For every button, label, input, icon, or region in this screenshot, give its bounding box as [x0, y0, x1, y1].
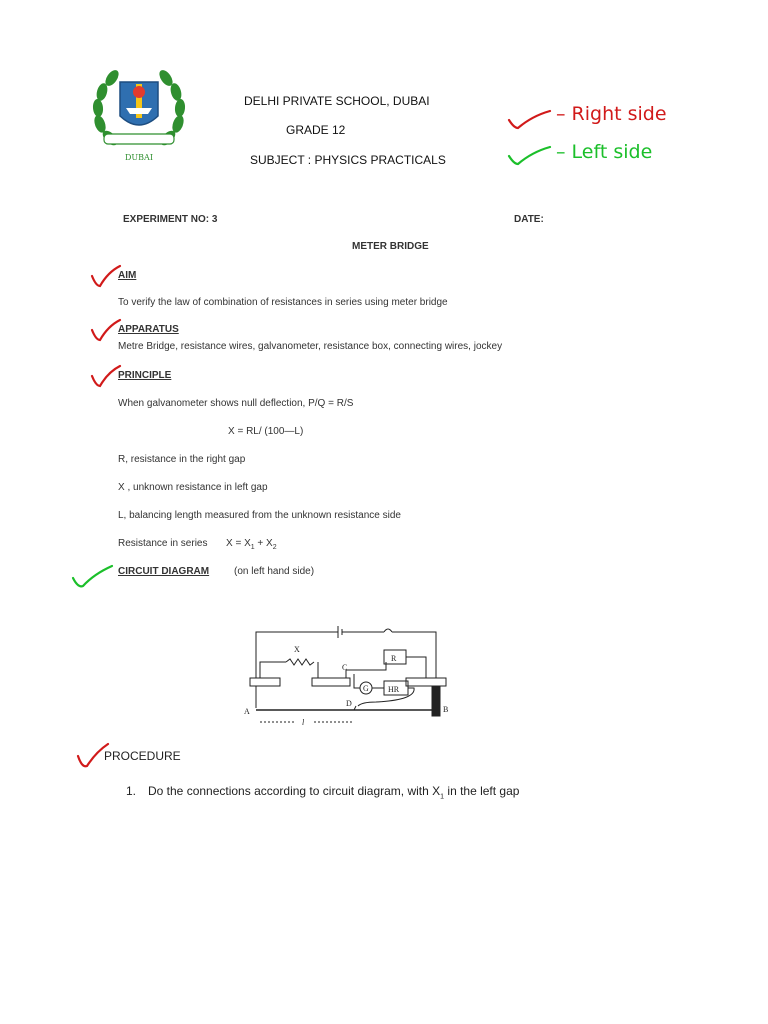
- series-formula: $X = X_1 + X_2$: [226, 538, 277, 551]
- circuit-note: (on left hand side): [234, 566, 315, 577]
- procedure-item-1: Do the connections according to circuit diagram, with $X_1$ in the left gap: [148, 784, 520, 801]
- principle-def-l: L, balancing length measured from the unknown resistance side: [118, 510, 401, 521]
- apparatus-heading: APPARATUS: [118, 324, 179, 335]
- procedure-item-number: 1.: [126, 784, 137, 798]
- logo-caption: DUBAI: [125, 153, 153, 162]
- red-check-icon: [506, 108, 552, 132]
- experiment-number: EXPERIMENT NO: 3: [123, 214, 218, 225]
- legend-right-side: – Right side: [556, 103, 667, 125]
- circuit-label-g: G: [363, 684, 369, 693]
- principle-def-r: R, resistance in the right gap: [118, 454, 246, 465]
- circuit-label-b: B: [443, 705, 449, 714]
- circuit-heading: CIRCUIT DIAGRAM: [118, 566, 210, 577]
- aim-heading: AIM: [118, 270, 137, 281]
- legend-left-side: – Left side: [556, 141, 653, 163]
- circuit-label-r: R: [391, 654, 397, 663]
- subject-label: SUBJECT : PHYSICS PRACTICALS: [250, 153, 446, 167]
- principle-heading: PRINCIPLE: [118, 370, 172, 381]
- circuit-label-d: D: [346, 699, 352, 708]
- grade-label: GRADE 12: [286, 123, 346, 137]
- school-name: DELHI PRIVATE SCHOOL, DUBAI: [244, 94, 430, 108]
- circuit-label-hr: HR: [388, 685, 400, 694]
- procedure-heading: PROCEDURE: [104, 749, 181, 763]
- principle-null-deflection: When galvanometer shows null deflection, P/Q = R/S: [118, 398, 354, 409]
- circuit-label-x: X: [294, 645, 300, 654]
- school-logo: [90, 64, 188, 164]
- circuit-label-a: A: [244, 707, 250, 716]
- aim-text: To verify the law of combination of resistances in series using meter bridge: [118, 297, 448, 308]
- green-check-icon: [506, 144, 552, 168]
- circuit-check-icon: [70, 562, 114, 590]
- circuit-label-c: C: [342, 663, 348, 672]
- series-label: Resistance in series: [118, 538, 208, 549]
- apparatus-text: Metre Bridge, resistance wires, galvanometer, resistance box, connecting wires, jockey: [118, 341, 503, 352]
- principle-def-x: X , unknown resistance in left gap: [118, 482, 268, 493]
- experiment-title: METER BRIDGE: [352, 241, 429, 252]
- principle-formula: X = RL/ (100—L): [228, 426, 304, 437]
- meter-bridge-circuit-diagram: [236, 622, 456, 728]
- date-label: DATE:: [514, 214, 544, 225]
- circuit-label-l: l: [302, 718, 305, 727]
